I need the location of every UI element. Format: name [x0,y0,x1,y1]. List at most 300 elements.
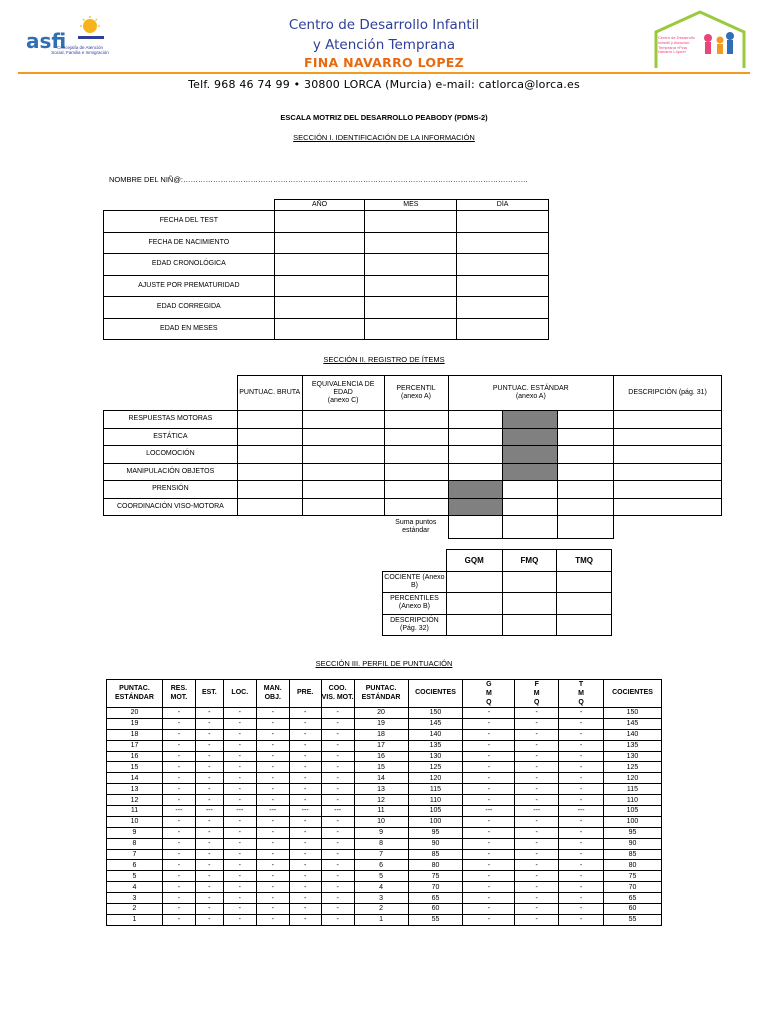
profile-cell[interactable]: - [223,871,256,882]
profile-cell: 105 [408,806,463,817]
profile-cell[interactable]: - [223,882,256,893]
row-label: FECHA DEL TEST [104,211,275,233]
profile-cell[interactable]: - [162,816,195,827]
profile-cell[interactable]: - [559,795,604,806]
profile-cell[interactable]: - [559,816,604,827]
profile-cell[interactable]: - [321,882,354,893]
profile-cell[interactable]: - [463,827,515,838]
profile-cell[interactable]: - [162,795,195,806]
profile-cell: 12 [107,795,163,806]
profile-cell[interactable]: - [289,751,321,762]
profile-cell: 55 [408,914,463,925]
name-field[interactable]: NOMBRE DEL NIÑ@:………………………………………………………………………………………………………………………… [109,175,529,184]
profile-cell: 120 [408,773,463,784]
profile-cell[interactable]: - [162,860,195,871]
profile-cell[interactable]: - [256,784,289,795]
profile-cell: 135 [408,740,463,751]
profile-cell[interactable]: - [256,827,289,838]
profile-cell[interactable]: - [162,773,195,784]
table-row [107,849,662,860]
profile-cell[interactable]: - [321,784,354,795]
profile-cell[interactable]: - [195,882,223,893]
profile-cell[interactable]: - [223,827,256,838]
profile-cell[interactable]: - [289,849,321,860]
profile-cell: 70 [603,882,661,893]
profile-cell[interactable]: - [162,751,195,762]
profile-cell[interactable]: - [289,784,321,795]
profile-cell[interactable]: - [223,762,256,773]
profile-cell[interactable]: - [321,729,354,740]
input-cell[interactable] [365,297,457,319]
profile-cell: 60 [408,904,463,915]
profile-cell[interactable]: - [289,827,321,838]
items-table [103,375,722,539]
profile-cell: 75 [408,871,463,882]
table-row [107,740,662,751]
input-cell[interactable] [365,275,457,297]
profile-cell[interactable]: - [195,751,223,762]
profile-cell[interactable]: - [223,718,256,729]
profile-cell[interactable]: - [256,773,289,784]
profile-cell[interactable]: - [223,914,256,925]
profile-cell: 19 [107,718,163,729]
profile-cell[interactable]: - [256,751,289,762]
profile-cell: 95 [603,827,661,838]
profile-cell[interactable]: - [321,827,354,838]
profile-cell[interactable]: - [195,827,223,838]
profile-cell[interactable]: - [162,882,195,893]
profile-cell[interactable]: --- [559,806,604,817]
profile-cell[interactable]: - [463,914,515,925]
profile-cell[interactable]: - [256,849,289,860]
profile-cell[interactable]: - [515,860,559,871]
profile-cell: 120 [603,773,661,784]
shaded-cell [503,428,558,446]
col-day: DÍA [457,200,549,211]
profile-cell[interactable]: - [515,838,559,849]
profile-cell[interactable]: - [289,718,321,729]
profile-cell[interactable]: - [289,838,321,849]
profile-cell[interactable]: - [195,784,223,795]
profile-cell: 17 [354,740,408,751]
profile-cell: 9 [354,827,408,838]
profile-cell[interactable]: - [559,729,604,740]
header-gqm: GQM [446,550,502,572]
row-label: RESPUESTAS MOTORAS [104,411,238,429]
profile-cell: 12 [354,795,408,806]
profile-cell[interactable]: - [463,882,515,893]
profile-cell[interactable]: - [559,882,604,893]
profile-cell[interactable]: - [195,718,223,729]
profile-cell: 17 [107,740,163,751]
profile-cell[interactable]: - [162,904,195,915]
profile-cell[interactable]: - [162,838,195,849]
profile-cell: 150 [408,708,463,719]
profile-cell[interactable]: - [162,893,195,904]
profile-cell[interactable]: - [321,914,354,925]
shaded-cell [503,411,558,429]
input-cell[interactable] [457,318,549,340]
profile-cell[interactable]: - [256,729,289,740]
profile-cell[interactable]: - [321,718,354,729]
profile-cell[interactable]: - [321,871,354,882]
profile-cell[interactable]: - [223,784,256,795]
profile-cell[interactable]: - [289,762,321,773]
profile-cell[interactable]: - [195,871,223,882]
shaded-cell [503,446,558,464]
profile-cell[interactable]: --- [256,806,289,817]
profile-cell[interactable]: - [515,914,559,925]
profile-cell[interactable]: - [256,860,289,871]
profile-cell[interactable]: - [559,827,604,838]
profile-cell[interactable]: - [223,729,256,740]
profile-cell[interactable]: - [321,708,354,719]
profile-cell[interactable]: - [559,762,604,773]
profile-cell[interactable]: - [162,762,195,773]
profile-cell[interactable]: - [559,860,604,871]
profile-cell: 20 [354,708,408,719]
profile-cell[interactable]: - [463,708,515,719]
input-cell[interactable] [274,318,365,340]
profile-cell[interactable]: - [463,718,515,729]
profile-header: MAN. OBJ. [256,680,289,708]
org-line-2: y Atención Temprana [312,37,456,53]
profile-cell[interactable]: --- [162,806,195,817]
profile-cell[interactable]: - [463,904,515,915]
profile-cell[interactable]: - [223,751,256,762]
row-label: EDAD CORREGIDA [104,297,275,319]
input-cell[interactable] [365,254,457,276]
table-row [107,806,662,817]
profile-cell: 70 [408,882,463,893]
input-cell[interactable] [274,297,365,319]
input-cell[interactable] [457,254,549,276]
score-profile-table [106,679,662,926]
table-row [107,708,662,719]
profile-cell[interactable]: - [463,871,515,882]
profile-cell[interactable]: - [289,708,321,719]
profile-cell[interactable]: - [195,838,223,849]
profile-cell: 5 [107,871,163,882]
profile-cell: 3 [354,893,408,904]
row-label: COORDINACIÓN VISO-MOTORA [104,498,238,516]
profile-cell: 90 [408,838,463,849]
profile-cell[interactable]: - [463,893,515,904]
input-cell[interactable] [457,211,549,233]
profile-cell[interactable]: - [463,729,515,740]
profile-cell[interactable]: - [559,784,604,795]
profile-cell: 100 [603,816,661,827]
profile-cell[interactable]: - [559,914,604,925]
profile-cell[interactable]: - [289,893,321,904]
profile-cell[interactable]: - [289,795,321,806]
profile-cell[interactable]: - [321,904,354,915]
profile-cell[interactable]: - [256,708,289,719]
profile-cell: 20 [107,708,163,719]
profile-cell[interactable]: - [321,751,354,762]
profile-cell: 80 [408,860,463,871]
profile-cell[interactable]: - [515,816,559,827]
profile-cell: 14 [354,773,408,784]
profile-cell[interactable]: - [289,914,321,925]
profile-cell: 4 [354,882,408,893]
profile-cell[interactable]: - [223,740,256,751]
profile-cell[interactable]: - [195,860,223,871]
profile-cell: 1 [107,914,163,925]
profile-cell[interactable]: - [559,893,604,904]
profile-cell: 150 [603,708,661,719]
profile-cell[interactable]: - [321,849,354,860]
profile-cell[interactable]: - [195,795,223,806]
input-cell[interactable] [457,297,549,319]
header-fmq: FMQ [502,550,557,572]
profile-cell[interactable]: - [256,882,289,893]
table-row [107,893,662,904]
table-row [107,729,662,740]
profile-cell[interactable]: --- [463,806,515,817]
profile-cell[interactable]: - [463,860,515,871]
header-rule [18,72,750,74]
profile-cell[interactable]: - [321,893,354,904]
profile-cell[interactable]: - [515,849,559,860]
profile-cell[interactable]: - [463,773,515,784]
profile-cell[interactable]: - [321,816,354,827]
profile-cell[interactable]: - [195,893,223,904]
profile-cell[interactable]: - [515,762,559,773]
profile-cell[interactable]: - [223,849,256,860]
profile-cell: 85 [603,849,661,860]
profile-cell[interactable]: - [321,740,354,751]
profile-cell[interactable]: - [256,816,289,827]
table-row [107,871,662,882]
profile-cell: 8 [107,838,163,849]
profile-cell[interactable]: - [463,784,515,795]
profile-cell[interactable]: - [463,838,515,849]
profile-cell[interactable]: - [195,740,223,751]
row-label: FECHA DE NACIMIENTO [104,232,275,254]
profile-cell[interactable]: - [223,893,256,904]
profile-cell[interactable]: - [195,816,223,827]
profile-cell: 105 [603,806,661,817]
profile-cell[interactable]: --- [289,806,321,817]
profile-cell[interactable]: - [256,904,289,915]
profile-cell[interactable]: - [195,904,223,915]
table-row [107,816,662,827]
profile-header: PRE. [289,680,321,708]
profile-cell[interactable]: - [515,784,559,795]
profile-cell[interactable]: - [321,762,354,773]
profile-cell[interactable]: - [463,740,515,751]
input-cell[interactable] [274,211,365,233]
profile-cell[interactable]: - [162,740,195,751]
profile-cell[interactable]: - [223,708,256,719]
profile-cell[interactable]: - [162,784,195,795]
org-line-1: Centro de Desarrollo Infantil [288,17,480,33]
profile-cell[interactable]: - [289,773,321,784]
profile-header: PUNTAC. ESTÁNDAR [354,680,408,708]
profile-cell[interactable]: - [162,871,195,882]
profile-cell: 10 [107,816,163,827]
profile-cell[interactable]: - [515,740,559,751]
row-label: LOCOMOCIÓN [104,446,238,464]
profile-cell[interactable]: --- [195,806,223,817]
profile-cell[interactable]: --- [321,806,354,817]
profile-cell: 75 [603,871,661,882]
profile-cell: 7 [354,849,408,860]
profile-cell[interactable]: - [223,860,256,871]
profile-cell: 130 [408,751,463,762]
profile-cell[interactable]: - [515,708,559,719]
profile-cell[interactable]: - [256,762,289,773]
profile-cell: 65 [408,893,463,904]
table-row [107,882,662,893]
profile-cell[interactable]: --- [223,806,256,817]
profile-cell[interactable]: - [162,729,195,740]
profile-cell: 13 [354,784,408,795]
profile-cell[interactable]: - [463,751,515,762]
profile-cell[interactable]: - [162,708,195,719]
profile-cell: 115 [408,784,463,795]
profile-cell[interactable]: - [256,893,289,904]
profile-cell[interactable]: - [162,718,195,729]
profile-cell[interactable]: - [463,849,515,860]
row-label: COCIENTE (Anexo B) [383,571,447,593]
profile-cell[interactable]: - [256,871,289,882]
profile-cell[interactable]: - [162,849,195,860]
profile-cell[interactable]: - [463,762,515,773]
profile-cell[interactable]: - [289,740,321,751]
profile-cell: 140 [408,729,463,740]
profile-cell[interactable]: - [289,882,321,893]
profile-cell: 15 [107,762,163,773]
profile-cell: 2 [354,904,408,915]
profile-cell[interactable]: - [162,827,195,838]
table-row [107,838,662,849]
profile-cell[interactable]: - [515,904,559,915]
profile-cell[interactable]: - [559,838,604,849]
profile-cell[interactable]: - [559,849,604,860]
profile-header: F M Q [515,680,559,708]
profile-cell[interactable]: - [515,893,559,904]
profile-cell: 55 [603,914,661,925]
profile-cell: 130 [603,751,661,762]
table-row [107,904,662,915]
profile-cell[interactable]: - [223,904,256,915]
profile-cell[interactable]: - [515,751,559,762]
profile-cell[interactable]: - [321,838,354,849]
profile-cell: 1 [354,914,408,925]
profile-cell[interactable]: - [256,795,289,806]
profile-cell[interactable]: - [289,860,321,871]
profile-cell: 100 [408,816,463,827]
profile-cell[interactable]: - [289,904,321,915]
profile-cell[interactable]: - [463,795,515,806]
profile-cell[interactable]: - [195,914,223,925]
org-name: FINA NAVARRO LOPEZ [303,55,464,70]
input-cell[interactable] [457,232,549,254]
input-cell[interactable] [457,275,549,297]
profile-cell[interactable]: - [256,914,289,925]
profile-cell[interactable]: - [321,860,354,871]
profile-cell[interactable]: - [321,795,354,806]
profile-cell: 9 [107,827,163,838]
profile-cell[interactable]: - [515,773,559,784]
profile-cell[interactable]: - [162,914,195,925]
profile-cell[interactable]: - [256,740,289,751]
profile-cell: 60 [603,904,661,915]
profile-cell: 110 [408,795,463,806]
profile-cell[interactable]: - [195,708,223,719]
profile-cell[interactable]: - [289,816,321,827]
profile-header: COCIENTES [408,680,463,708]
profile-cell: 16 [107,751,163,762]
profile-cell: 18 [354,729,408,740]
input-cell[interactable] [274,232,365,254]
profile-cell[interactable]: - [515,827,559,838]
row-label: MANIPULACIÓN OBJETOS [104,463,238,481]
logo-right-text: Centro de Desarrollo Infantil y Atención Temprana «Fina Navarro López» [658,35,695,55]
profile-cell[interactable]: - [515,795,559,806]
profile-cell[interactable]: - [559,708,604,719]
logo-left-text: asfi [26,29,67,53]
profile-cell[interactable]: - [256,718,289,729]
row-label: EDAD EN MESES [104,318,275,340]
profile-cell[interactable]: - [223,838,256,849]
table-row [107,827,662,838]
profile-cell[interactable]: - [195,762,223,773]
profile-cell[interactable]: - [559,751,604,762]
profile-cell[interactable]: - [559,871,604,882]
input-cell[interactable] [365,232,457,254]
profile-cell: 11 [354,806,408,817]
table-row [107,773,662,784]
profile-cell: 15 [354,762,408,773]
profile-cell[interactable]: - [256,838,289,849]
quotients-table [382,549,612,636]
profile-cell[interactable]: - [515,882,559,893]
profile-cell: 140 [603,729,661,740]
profile-cell[interactable]: - [223,795,256,806]
profile-cell: 19 [354,718,408,729]
profile-cell[interactable]: - [515,871,559,882]
profile-cell[interactable]: - [195,849,223,860]
input-cell[interactable] [365,318,457,340]
profile-cell[interactable]: - [559,740,604,751]
profile-cell[interactable]: - [559,904,604,915]
input-cell[interactable] [274,275,365,297]
profile-cell: 145 [408,718,463,729]
input-cell[interactable] [365,211,457,233]
profile-cell[interactable]: - [223,773,256,784]
profile-cell[interactable]: - [559,773,604,784]
profile-cell[interactable]: - [515,729,559,740]
profile-cell[interactable]: - [559,718,604,729]
profile-cell: 110 [603,795,661,806]
header-percentil: PERCENTIL (anexo A) [384,376,448,411]
profile-cell[interactable]: - [289,871,321,882]
profile-cell: 13 [107,784,163,795]
profile-cell[interactable]: - [515,718,559,729]
header-bruta: PUNTUAC. BRUTA [237,376,302,411]
profile-cell[interactable]: - [195,773,223,784]
profile-cell[interactable]: --- [515,806,559,817]
profile-cell[interactable]: - [223,816,256,827]
profile-cell[interactable]: - [321,773,354,784]
input-cell[interactable] [274,254,365,276]
profile-cell[interactable]: - [289,729,321,740]
profile-cell[interactable]: - [463,816,515,827]
profile-cell[interactable]: - [195,729,223,740]
